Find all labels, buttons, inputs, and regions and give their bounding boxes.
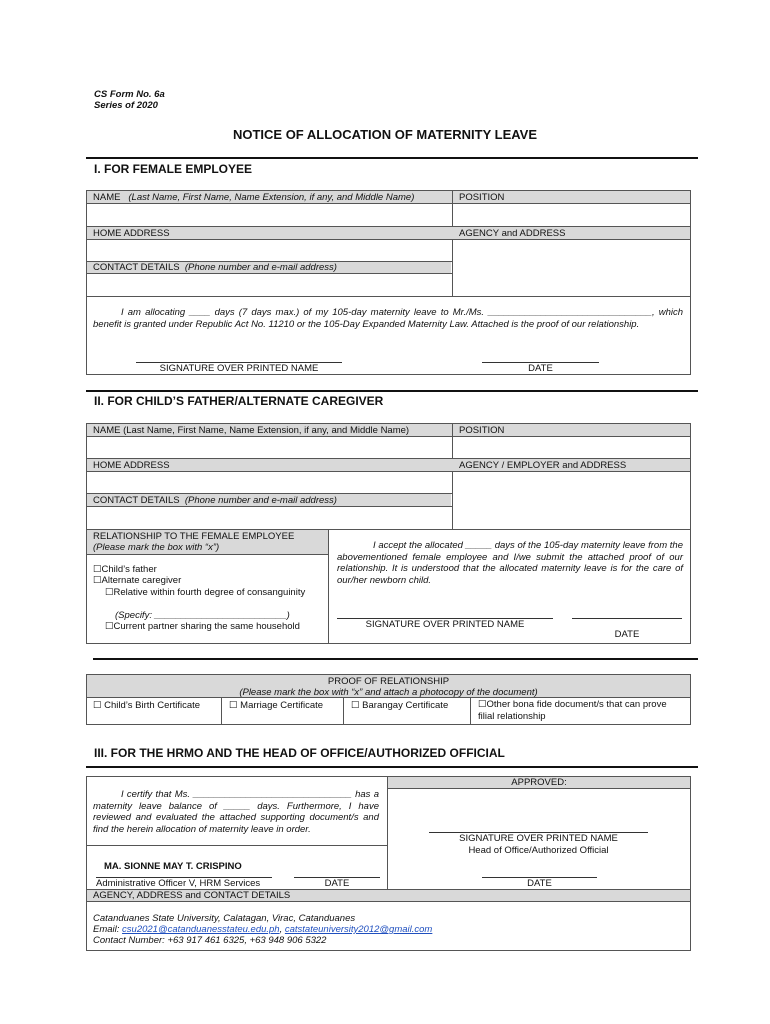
hrmo-title: Administrative Officer V, HRM Services <box>96 878 261 889</box>
proof-marriage-certificate[interactable]: ☐ Marriage Certificate <box>229 700 324 711</box>
s2-home-address-label: HOME ADDRESS <box>93 460 170 471</box>
proof-birth-certificate[interactable]: ☐ Child’s Birth Certificate <box>93 700 201 711</box>
s2-date-label: DATE <box>614 629 640 640</box>
s1-allocation-statement: I am allocating ____ days (7 days max.) of my 105-day maternity leave to Mr./Ms. _______________________________, which benefit is granted under Republic Act No. 11210 or the 105-Day Expanded Maternity Law. Attached is the proof of our relationship. <box>93 307 683 330</box>
s1-home-address-input[interactable] <box>87 240 451 260</box>
relative-specify-field[interactable]: (Specify: _________________________) <box>115 610 290 621</box>
agency-contact-number: Contact Number: +63 917 461 6325, +63 948 906 5322 <box>93 935 327 946</box>
head-date-label: DATE <box>527 878 552 889</box>
s2-position-input[interactable] <box>453 437 690 458</box>
s1-contact-label: CONTACT DETAILS (Phone number and e-mail address) <box>93 262 337 273</box>
approved-label: APPROVED: <box>511 777 567 788</box>
s2-relationship-label: RELATIONSHIP TO THE FEMALE EMPLOYEE (Please mark the box with “x”) <box>93 531 295 553</box>
s2-name-input[interactable] <box>87 437 451 458</box>
head-signature-label: SIGNATURE OVER PRINTED NAME <box>459 833 618 844</box>
proof-barangay-certificate[interactable]: ☐ Barangay Certificate <box>351 700 449 711</box>
s1-date-label: DATE <box>528 363 553 374</box>
s1-position-input[interactable] <box>453 204 690 225</box>
form-series: Series of 2020 <box>94 100 158 111</box>
agency-contact-label: AGENCY, ADDRESS and CONTACT DETAILS <box>93 890 291 901</box>
agency-email: Email: csu2021@catanduanesstateu.edu.ph, catstateuniversity2012@gmail.com <box>93 924 433 935</box>
email-link-2[interactable]: catstateuniversity2012@gmail.com <box>284 924 433 935</box>
head-title: Head of Office/Authorized Official <box>468 845 609 856</box>
s2-signature-label: SIGNATURE OVER PRINTED NAME <box>365 619 525 630</box>
proof-other-document[interactable]: ☐Other bona fide document/s that can prove filial relationship <box>478 699 667 722</box>
section3-heading: III. FOR THE HRMO AND THE HEAD OF OFFICE/AUTHORIZED OFFICIAL <box>94 746 505 760</box>
s1-agency-input[interactable] <box>453 240 690 295</box>
s1-name-label: NAME (Last Name, First Name, Name Extension, if any, and Middle Name) <box>93 192 415 203</box>
hrmo-name: MA. SIONNE MAY T. CRISPINO <box>104 861 242 872</box>
hrmo-date-label: DATE <box>324 878 350 889</box>
hrmo-certification: I certify that Ms. ______________________________ has a maternity leave balance of _____ days. Furthermore, I have reviewed and evaluated the attached supporting document/s and find the herein allocation of maternity leave in order. <box>93 789 379 835</box>
s2-name-label: NAME (Last Name, First Name, Name Extension, if any, and Middle Name) <box>93 425 410 436</box>
s2-position-label: POSITION <box>459 425 505 436</box>
option-childs-father[interactable]: ☐Child’s father <box>93 564 157 575</box>
s2-agency-label: AGENCY / EMPLOYER and ADDRESS <box>459 460 627 471</box>
s2-contact-input[interactable] <box>87 507 451 528</box>
section1-heading: I. FOR FEMALE EMPLOYEE <box>94 162 253 176</box>
s1-home-address-label: HOME ADDRESS <box>93 228 170 239</box>
section2-heading: II. FOR CHILD’S FATHER/ALTERNATE CAREGIVER <box>94 394 384 408</box>
s1-position-label: POSITION <box>459 192 505 203</box>
s2-home-address-input[interactable] <box>87 472 451 492</box>
s1-name-input[interactable] <box>87 204 451 225</box>
s1-agency-label: AGENCY and ADDRESS <box>459 228 566 239</box>
email-link-1[interactable]: csu2021@catanduanesstateu.edu.ph <box>122 924 280 935</box>
proof-hint: (Please mark the box with “x” and attach a photocopy of the document) <box>239 687 538 698</box>
option-relative[interactable]: ☐Relative within fourth degree of consanguinity <box>105 587 306 598</box>
agency-address: Catanduanes State University, Calatagan, Virac, Catanduanes <box>93 913 356 924</box>
option-current-partner[interactable]: ☐Current partner sharing the same household <box>105 621 300 632</box>
page-title: NOTICE OF ALLOCATION OF MATERNITY LEAVE <box>232 127 538 142</box>
option-alternate-caregiver[interactable]: ☐Alternate caregiver <box>93 575 182 586</box>
s2-contact-label: CONTACT DETAILS (Phone number and e-mail address) <box>93 495 337 506</box>
s2-agency-input[interactable] <box>453 472 690 528</box>
s2-acceptance-statement: I accept the allocated _____ days of the 105-day maternity leave from the abovementioned female employee and I/we submit the attached proof of our relationship. It is understood that the allocated maternity leave is for the care of our/her newborn child. <box>337 540 683 586</box>
s1-signature-label: SIGNATURE OVER PRINTED NAME <box>159 363 319 374</box>
proof-title: PROOF OF RELATIONSHIP <box>327 676 450 687</box>
s1-contact-input[interactable] <box>87 274 451 295</box>
form-number: CS Form No. 6a <box>94 89 165 100</box>
